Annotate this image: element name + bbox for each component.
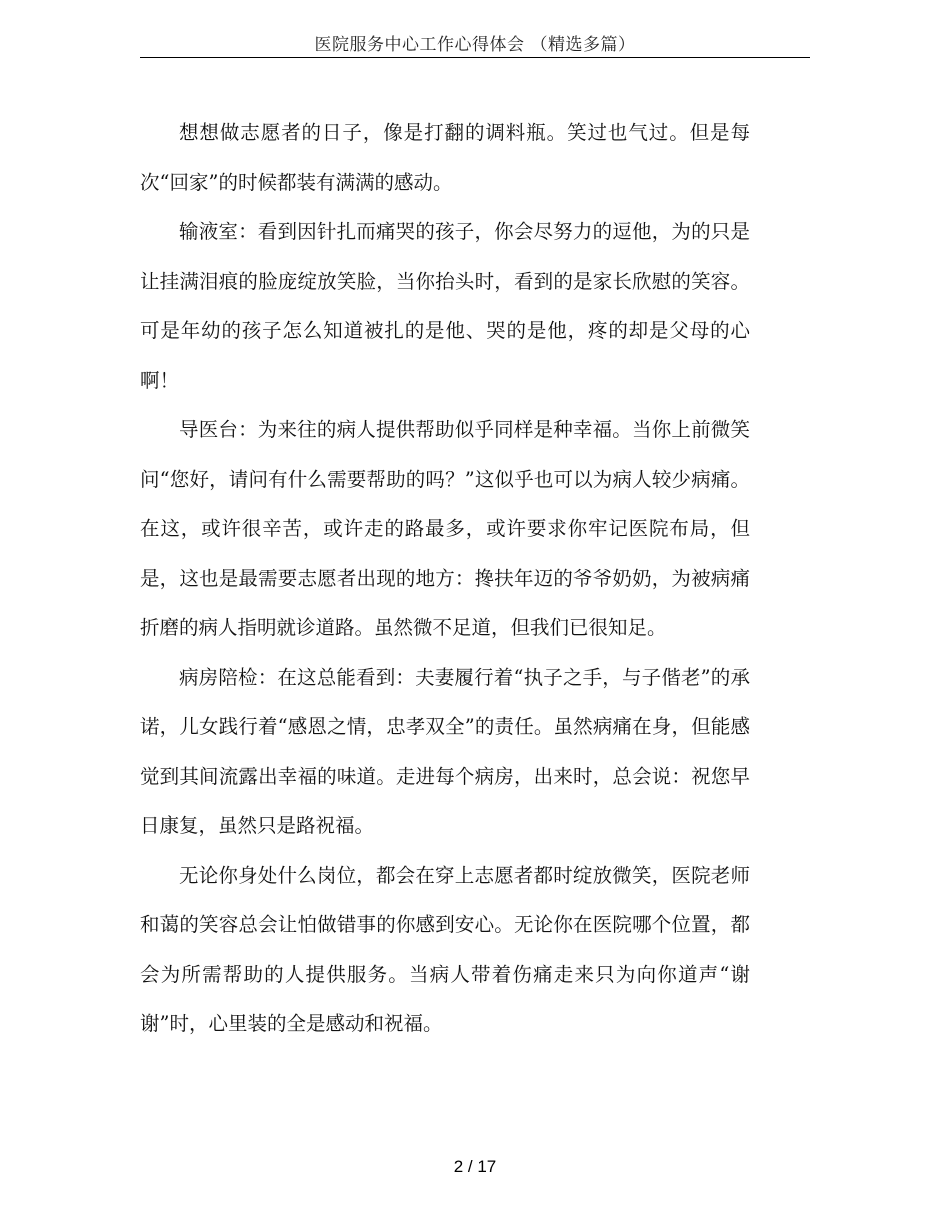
- page-number: 2 / 17: [453, 1157, 497, 1176]
- paragraph-guide-desk: 导医台：为来往的病人提供帮助似乎同样是种幸福。当你上前微笑问“您好，请问有什么需要帮助的吗？”这似乎也可以为病人较少病痛。在这，或许很辛苦，或许走的路最多，或许要求你牢记医院布局，但是，这也是最需要志愿者出现的地方：搀扶年迈的爷爷奶奶，为被病痛折磨的病人指明就诊道路。虽然微不足道，但我们已很知足。: [140, 418, 750, 639]
- page-header-title: 医院服务中心工作心得体会 （精选多篇）: [314, 35, 636, 55]
- paragraph-volunteer-days: 想想做志愿者的日子，像是打翻的调料瓶。笑过也气过。但是每次“回家”的时候都装有满满的感动。: [140, 121, 750, 194]
- paragraph-any-position: 无论你身处什么岗位，都会在穿上志愿者都时绽放微笑，医院老师和蔼的笑容总会让怕做错事的你感到安心。无论你在医院哪个位置，都会为所需帮助的人提供服务。当病人带着伤痛走来只为向你道声“谢谢”时，心里装的全是感动和祝福。: [140, 863, 750, 1035]
- document-body: [140, 108, 750, 1049]
- header-divider: [140, 57, 810, 58]
- paragraph-ward-escort: 病房陪检：在这总能看到：夫妻履行着“执子之手，与子偕老”的承诺，儿女践行着“感恩之情，忠孝双全”的责任。虽然病痛在身，但能感觉到其间流露出幸福的味道。走进每个病房，出来时，总会说：祝您早日康复，虽然只是路祝福。: [140, 665, 750, 837]
- paragraph-infusion-room: 输液室：看到因针扎而痛哭的孩子，你会尽努力的逗他，为的只是让挂满泪痕的脸庞绽放笑脸，当你抬头时，看到的是家长欣慰的笑容。可是年幼的孩子怎么知道被扎的是他、哭的是他，疼的却是父母的心啊！: [140, 220, 750, 392]
